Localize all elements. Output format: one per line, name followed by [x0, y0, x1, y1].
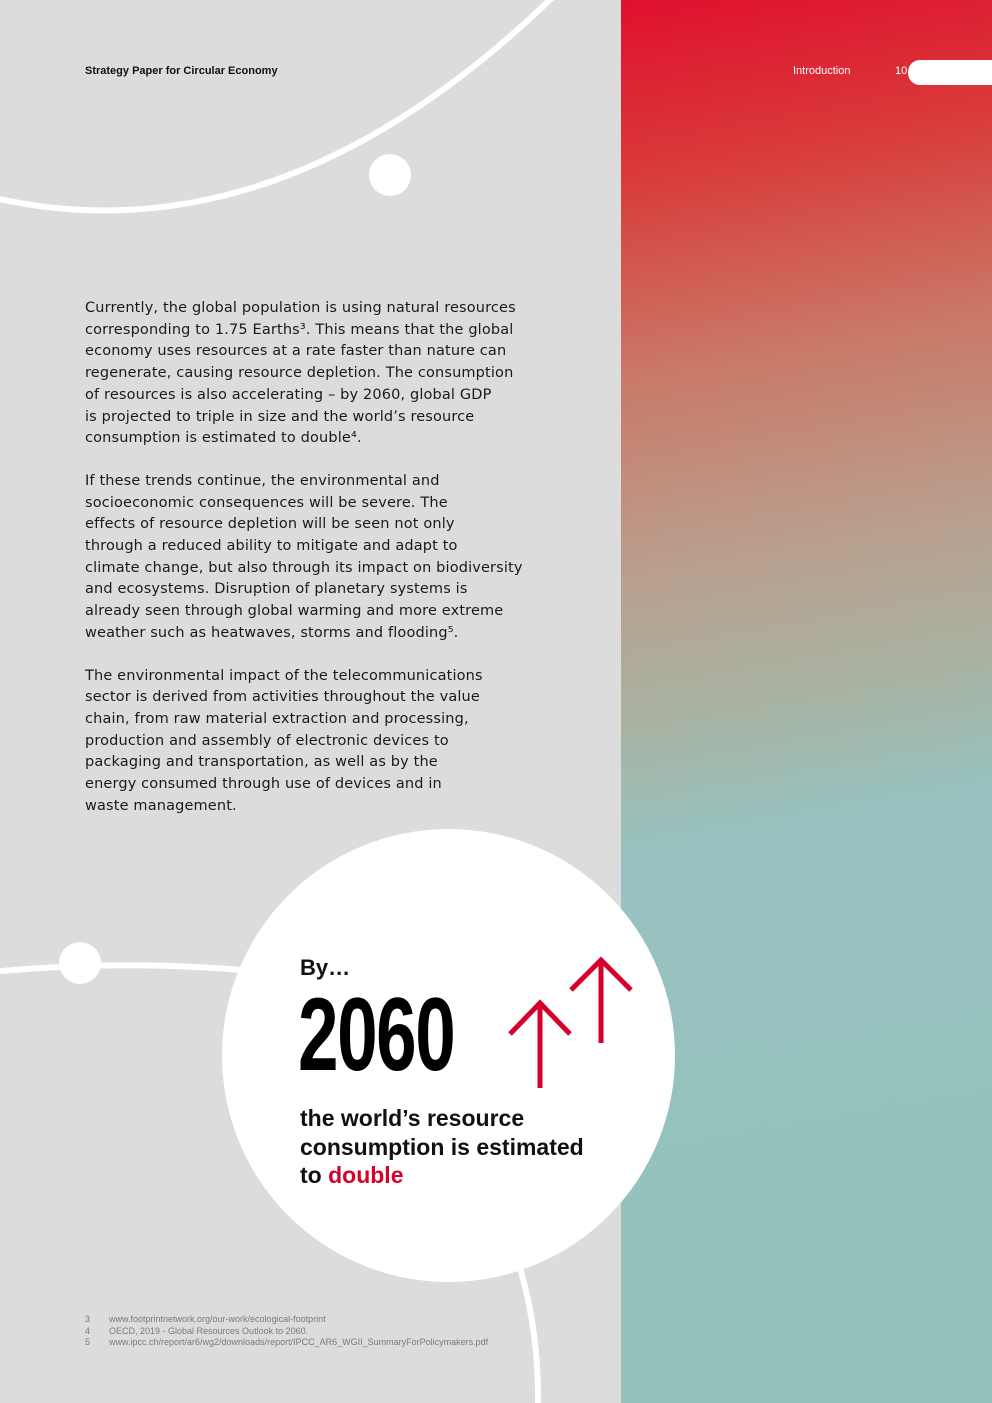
footnote-link[interactable]: www.ipcc.ch/report/ar6/wg2/downloads/report/IPCC_AR6_WGII_SummaryForPolicymakers.pdf — [109, 1337, 489, 1347]
body-text — [85, 298, 585, 838]
footnote-link[interactable]: www.footprintnetwork.org/our-work/ecological-footprint — [109, 1314, 326, 1324]
paragraph-telecom: The environmental impact of the telecommunications sector is derived from activities throughout the value chain, from raw material extraction and processing, production and assembly of electronic devices to packaging and transportation, as well as by the energy consumed through use of devices and in waste management. — [85, 667, 483, 814]
footnote — [85, 1326, 625, 1338]
callout-prefix: By… — [300, 955, 351, 980]
footnote — [85, 1337, 625, 1349]
statement-highlight: double — [328, 1162, 404, 1188]
page-number: 10 — [895, 65, 908, 77]
footnote — [85, 1314, 625, 1326]
paragraph-consequences: If these trends continue, the environmental and socioeconomic consequences will be severe. The effects of resource depletion will be seen not only through a reduced ability to mitigate and adapt to climate change, but also through its impact on biodiversity and ecosystems. Disruption of planetary systems is already seen through global warming and more extreme weather such as heatwaves, storms and flooding⁵. — [85, 472, 523, 641]
callout-statement — [300, 1104, 600, 1190]
top-orbit-node — [369, 154, 411, 196]
paragraph-population: Currently, the global population is using natural resources corresponding to 1.75 Earths³. This means that the global economy uses resources at a rate faster than nature can regenerate, causing resource depletion. The consumption of resources is also accelerating – by 2060, global GDP is projected to triple in size and the world’s resource consumption is estimated to double⁴. — [85, 300, 516, 447]
statement-main: the world’s resource consumption is estimated to — [300, 1105, 584, 1188]
callout-year: 2060 — [298, 977, 455, 1093]
section-name: Introduction — [793, 65, 851, 77]
up-arrows-icon — [500, 950, 640, 1100]
footnote-number: 5 — [85, 1337, 91, 1347]
footnotes — [85, 1314, 625, 1349]
top-orbit-line — [0, 0, 560, 210]
lower-orbit-node — [59, 942, 101, 984]
footnote-number: 3 — [85, 1314, 91, 1324]
page-tab — [908, 60, 992, 85]
document-title: Strategy Paper for Circular Economy — [85, 65, 278, 77]
footnote-number: 4 — [85, 1325, 91, 1336]
footnote-text: OECD, 2019 - Global Resources Outlook to 2060. — [109, 1325, 309, 1336]
